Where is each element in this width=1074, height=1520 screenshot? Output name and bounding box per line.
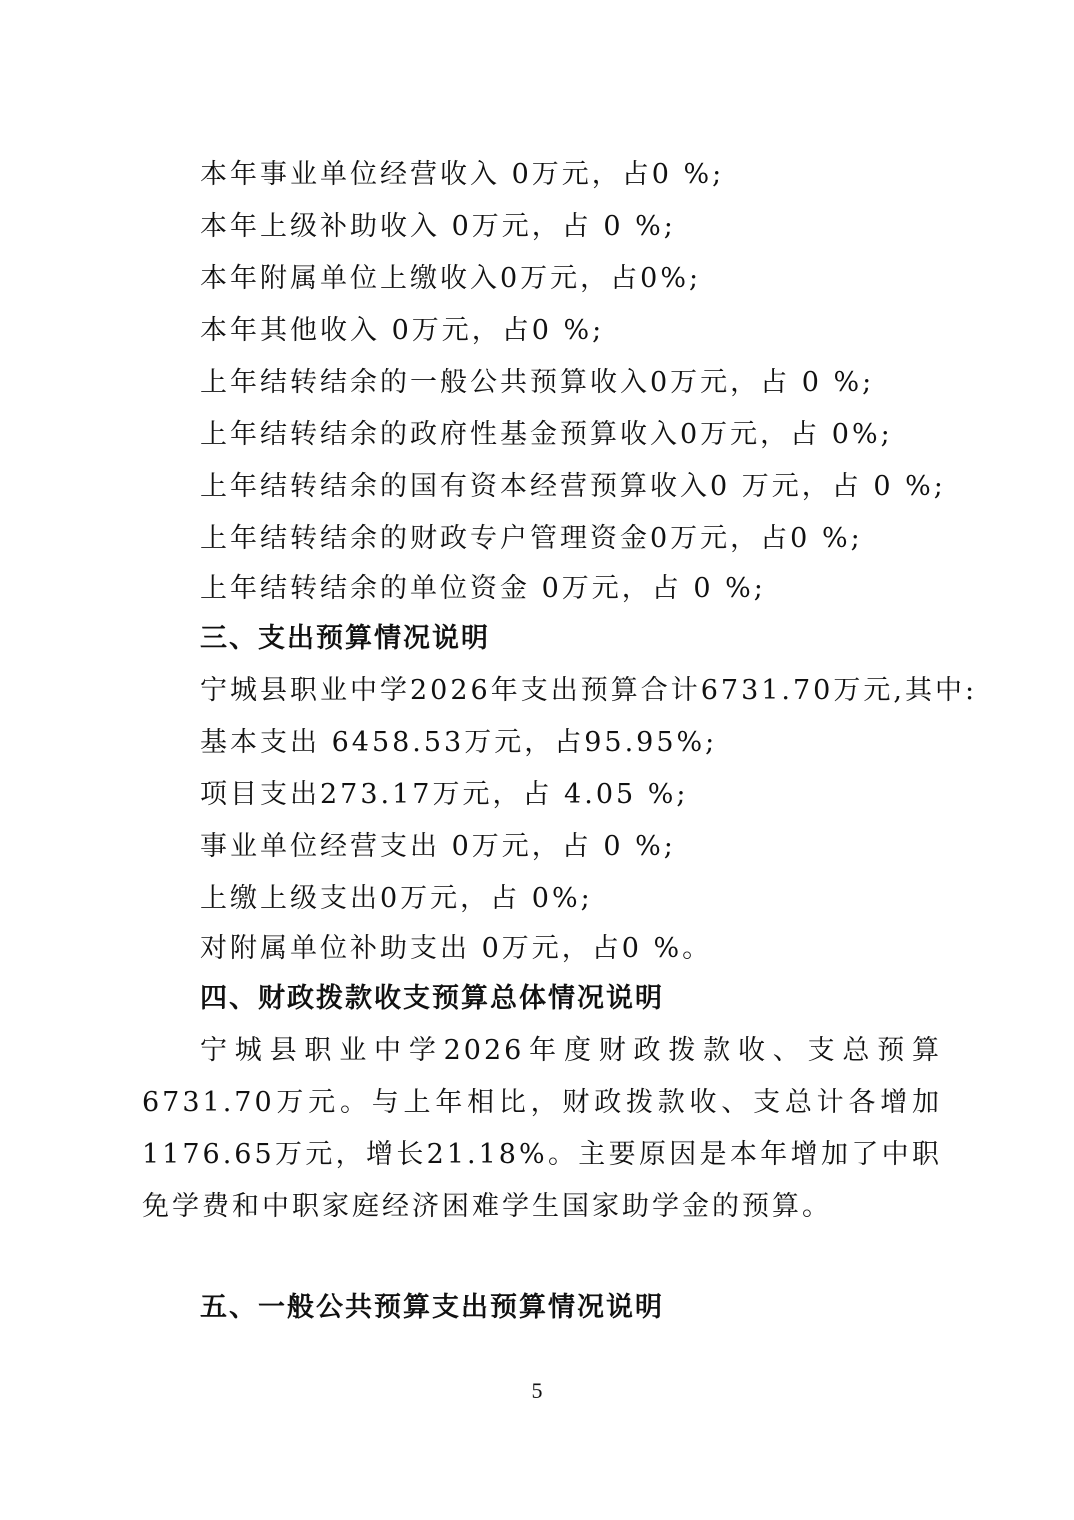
income-line: 本年事业单位经营收入 0万元，占0 %; — [200, 159, 725, 190]
income-line: 上年结转结余的政府性基金预算收入0万元，占 0%; — [200, 419, 893, 450]
expenditure-line: 上缴上级支出0万元，占 0%; — [200, 883, 593, 914]
section4-paragraph — [142, 1025, 942, 1233]
expenditure-line: 事业单位经营支出 0万元，占 0 %; — [200, 831, 676, 862]
section-heading-3: 三、支出预算情况说明 — [200, 623, 490, 654]
income-line: 本年附属单位上缴收入0万元，占0%; — [200, 263, 702, 294]
expenditure-line: 基本支出 6458.53万元，占95.95%; — [200, 727, 718, 758]
expenditure-line: 宁城县职业中学2026年支出预算合计6731.70万元,其中: — [200, 675, 978, 706]
income-line: 本年其他收入 0万元，占0 %; — [200, 315, 605, 346]
income-line: 上年结转结余的单位资金 0万元，占 0 %; — [200, 573, 766, 604]
income-line: 本年上级补助收入 0万元，占 0 %; — [200, 211, 676, 242]
income-line: 上年结转结余的财政专户管理资金0万元，占0 %; — [200, 523, 863, 554]
income-line: 上年结转结余的国有资本经营预算收入0 万元，占 0 %; — [200, 471, 946, 502]
expenditure-line: 项目支出273.17万元，占 4.05 %; — [200, 779, 689, 810]
section-heading-4: 四、财政拨款收支预算总体情况说明 — [200, 983, 664, 1014]
expenditure-line: 对附属单位补助支出 0万元，占0 %。 — [200, 933, 713, 964]
income-line: 上年结转结余的一般公共预算收入0万元，占 0 %; — [200, 367, 875, 398]
page-number: 5 — [531, 1378, 543, 1403]
section-heading-5: 五、一般公共预算支出预算情况说明 — [200, 1292, 664, 1323]
paragraph-text: 宁城县职业中学2026年度财政拨款收、支总预算6731.70万元。与上年相比，财政拨款收、支总计各增加 1176.65万元，增长21.18%。主要原因是本年增加了中职免学费和中职家庭经济困难学生国家助学金的预算。 — [142, 1035, 942, 1222]
